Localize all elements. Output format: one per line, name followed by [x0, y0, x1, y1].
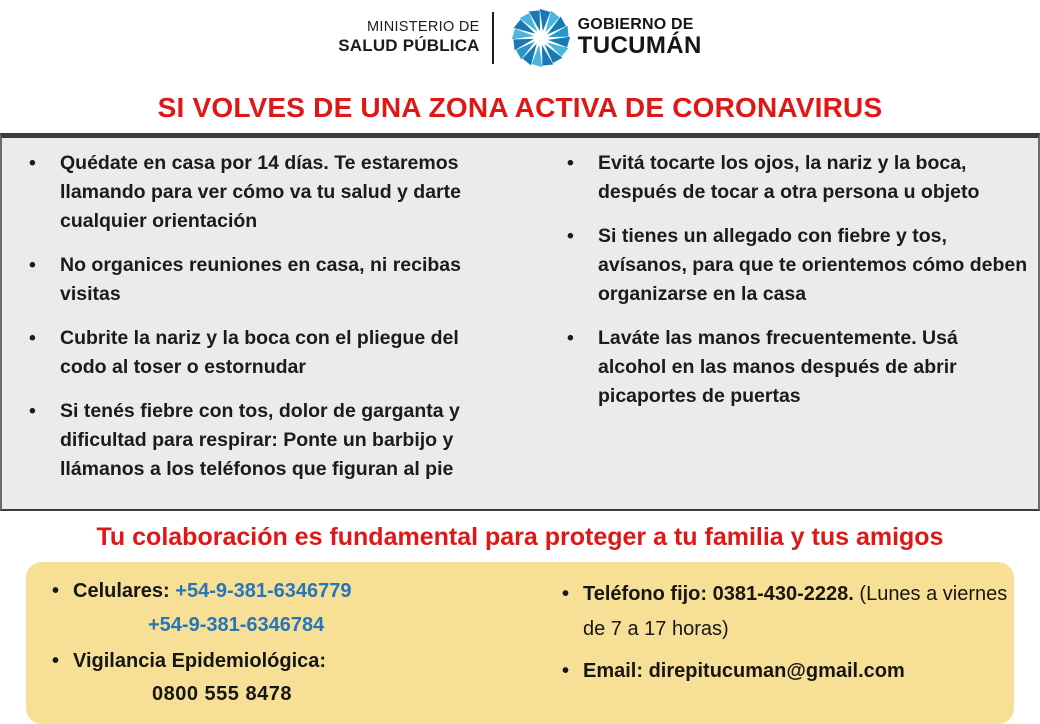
- email-value: Email: direpitucuman@gmail.com: [583, 660, 905, 682]
- cell-phone-number-1: +54-9-381-6346779: [175, 580, 352, 602]
- celulares-label: Celulares:: [73, 580, 170, 602]
- vigilancia-phone-number: 0800 555 8478: [152, 683, 292, 705]
- advice-item: • Evitá tocarte los ojos, la nariz y la boca, después de tocar a otra persona u objeto: [560, 149, 1028, 207]
- government-line1: GOBIERNO DE: [577, 15, 694, 33]
- telefono-fijo-line: [550, 577, 1010, 647]
- header-logo-row: [0, 0, 1040, 68]
- advice-list-right: [560, 149, 1040, 411]
- contact-column-right: [520, 577, 1014, 706]
- celulares-line: [40, 577, 520, 605]
- telefono-fijo-hours-note: (Lunes a viernes de 7 a 17 horas): [583, 583, 1008, 640]
- contact-column-left: [26, 577, 520, 706]
- cell-phone-number-2: +54-9-381-6346784: [148, 614, 325, 636]
- vigilancia-label: Vigilancia Epidemiológica:: [73, 650, 327, 672]
- advice-column-right: [522, 149, 1040, 499]
- government-line2: TUCUMÁN: [577, 32, 702, 60]
- email-line: [550, 657, 1014, 685]
- advice-item: • Si tienes un allegado con fiebre y tos, avísanos, para que te orientemos cómo deben organizarse en la casa: [560, 222, 1028, 309]
- vigilancia-line: [40, 647, 520, 675]
- advice-item: • Cubrite la nariz y la boca con el pliegue del codo al toser o estornudar: [22, 324, 490, 382]
- advice-column-left: [2, 149, 522, 499]
- ministry-logo-text: [338, 19, 479, 55]
- government-logo-text: [578, 16, 702, 60]
- advice-list-left: [22, 149, 522, 484]
- advice-panel: [0, 133, 1040, 511]
- tucuman-pinwheel-icon: [510, 7, 572, 69]
- logo-divider: [492, 12, 494, 64]
- advice-item: • Quédate en casa por 14 días. Te estaremos llamando para ver cómo va tu salud y darte cualquier orientación: [22, 149, 490, 236]
- ministry-line1: MINISTERIO DE: [366, 19, 480, 36]
- ministry-line2: SALUD PÚBLICA: [338, 36, 480, 56]
- advice-item: • Si tenés fiebre con tos, dolor de garganta y dificultad para respirar: Ponte un barbijo y llámanos a los teléfonos que figuran al pie: [22, 397, 490, 484]
- advice-item: • Laváte las manos frecuentemente. Usá alcohol en las manos después de abrir picaportes de puertas: [560, 324, 1028, 411]
- collaboration-subtitle: Tu colaboración es fundamental para proteger a tu familia y tus amigos: [96, 523, 944, 551]
- page-title: SI VOLVES DE UNA ZONA ACTIVA DE CORONAVIRUS: [157, 92, 883, 123]
- telefono-fijo-label: Teléfono fijo: 0381-430-2228.: [583, 583, 854, 605]
- contact-box: [26, 562, 1014, 724]
- advice-item: • No organices reuniones en casa, ni recibas visitas: [22, 251, 490, 309]
